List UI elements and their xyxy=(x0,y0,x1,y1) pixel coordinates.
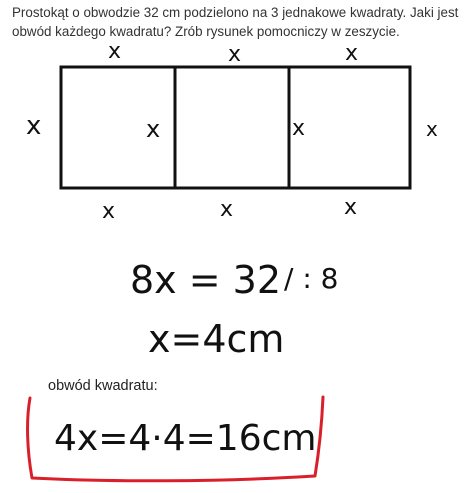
problem-line-1: Prostokąt o obwodzie 32 cm podzielono na 3 jednakowe kwadraty. Jaki jest xyxy=(12,5,459,20)
equation-divide: / : 8 xyxy=(284,262,339,295)
equation-perimeter: 4x=4·4=16cm xyxy=(54,418,317,459)
label-outer-right: x xyxy=(426,117,438,141)
answer-box xyxy=(28,378,323,481)
label-inner-right: x xyxy=(292,116,306,141)
perimeter-label: obwód kwadratu: xyxy=(48,378,158,394)
label-inner-left: x xyxy=(146,115,161,143)
rectangle-drawing xyxy=(61,67,410,188)
problem-line-2: obwód każdego kwadratu? Zrób rysunek pomocniczy w zeszycie. xyxy=(12,23,400,39)
equation-8x: 8x = 32 xyxy=(130,258,282,302)
label-bottom-middle: x xyxy=(220,197,234,222)
label-top-right: x xyxy=(345,41,359,66)
label-top-left: x xyxy=(108,39,122,64)
label-bottom-left: x xyxy=(102,199,116,224)
label-top-middle: x xyxy=(228,42,242,67)
label-outer-left: x xyxy=(26,111,42,141)
equation-x: x=4cm xyxy=(148,317,285,361)
label-bottom-right: x xyxy=(344,195,358,220)
outer-rectangle xyxy=(61,67,410,188)
